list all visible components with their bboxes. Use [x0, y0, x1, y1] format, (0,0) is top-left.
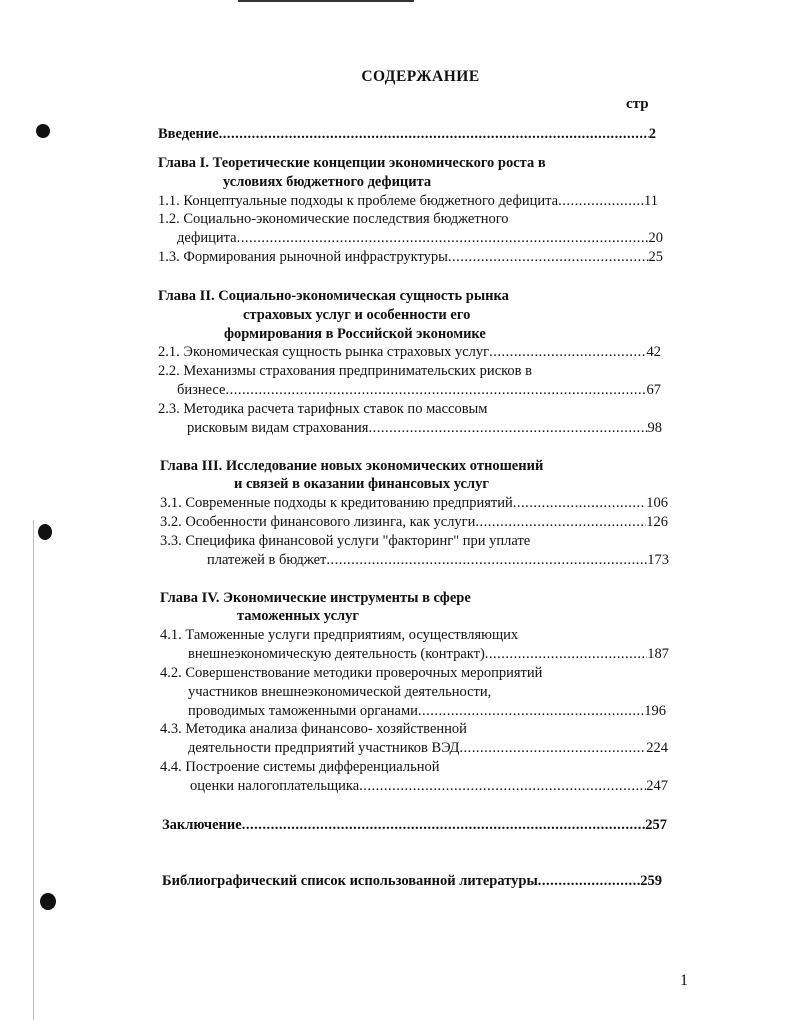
toc-entry-page: 42	[646, 344, 661, 360]
page-column-label: стр	[626, 96, 649, 112]
toc-entry-label: оценки налогоплательщика	[190, 778, 360, 794]
toc-entry-page: 173	[647, 552, 669, 568]
toc-entry-label: Заключение	[162, 817, 242, 833]
leader-dots	[475, 513, 646, 531]
leader-dots	[448, 248, 649, 266]
hole-punch-mark-top	[36, 124, 50, 138]
toc-entry-bibliography[interactable]	[162, 872, 662, 890]
toc-entry-label: Библиографический список использованной литературы	[162, 873, 538, 889]
toc-entry-2-3[interactable]	[187, 419, 662, 437]
toc-entry-label: 2.1. Экономическая сущность рынка страховых услуг	[158, 344, 490, 360]
toc-entry-label: деятельности предприятий участников ВЭД	[188, 740, 460, 756]
leader-dots	[237, 229, 649, 247]
toc-entry-4-2-line2: участников внешнеэкономической деятельности,	[188, 684, 492, 700]
page-number: 1	[680, 972, 688, 989]
toc-entry-4-2-line1[interactable]: 4.2. Совершенствование методики проверочных мероприятий	[160, 665, 543, 681]
chapter-heading-4-cont: таможенных услуг	[237, 608, 359, 624]
toc-entry-page: 259	[640, 873, 662, 889]
toc-entry-page: 98	[647, 420, 662, 436]
toc-entry-4-3-line1[interactable]: 4.3. Методика анализа финансово- хозяйственной	[160, 721, 467, 737]
chapter-heading-2-cont: страховых услуг и особенности его	[243, 307, 471, 323]
leader-dots	[326, 551, 647, 569]
toc-entry-label: внешнеэкономическую деятельность (контракт)	[188, 646, 485, 662]
toc-entry-page: 25	[648, 249, 663, 265]
toc-entry-2-2-line1[interactable]: 2.2. Механизмы страхования предпринимательских рисков в	[158, 363, 533, 379]
chapter-heading-4[interactable]: Глава IV. Экономические инструменты в сфере	[160, 590, 471, 606]
toc-entry-1-1[interactable]	[158, 192, 658, 210]
toc-entry-2-3-line1[interactable]: 2.3. Методика расчета тарифных ставок по массовым	[158, 401, 488, 417]
toc-entry-conclusion[interactable]	[162, 816, 667, 834]
toc-entry-label: Введение	[158, 126, 219, 142]
chapter-heading-1[interactable]: Глава I. Теоретические концепции экономического роста в	[158, 155, 546, 171]
toc-entry-page: 20	[648, 230, 663, 246]
page-title: СОДЕРЖАНИЕ	[361, 68, 480, 85]
toc-entry-4-1[interactable]	[188, 645, 669, 663]
hole-punch-mark-middle	[38, 524, 52, 540]
toc-entry-1-3[interactable]	[158, 248, 663, 266]
toc-entry-3-3[interactable]	[207, 551, 669, 569]
toc-entry-label: 3.2. Особенности финансового лизинга, как услуги	[160, 514, 476, 530]
toc-entry-label: 1.3. Формирования рыночной инфраструктуры	[158, 249, 448, 265]
toc-entry-3-1[interactable]	[160, 494, 668, 512]
toc-entry-label: 3.1. Современные подходы к кредитованию предприятий	[160, 495, 513, 511]
leader-dots	[418, 702, 644, 720]
toc-entry-page: 2	[648, 126, 656, 142]
toc-entry-page: 187	[647, 646, 669, 662]
toc-entry-label: проводимых таможенными органами	[188, 703, 418, 719]
toc-entry-2-2[interactable]	[177, 381, 661, 399]
leader-dots	[219, 125, 649, 143]
chapter-heading-1-cont: условиях бюджетного дефицита	[223, 174, 432, 190]
chapter-heading-3[interactable]: Глава III. Исследование новых экономических отношений	[160, 458, 544, 474]
leader-dots	[368, 419, 647, 437]
toc-entry-page: 247	[646, 778, 668, 794]
toc-entry-label: 1.1. Концептуальные подходы к проблеме бюджетного дефицита	[158, 193, 559, 209]
leader-dots	[359, 777, 646, 795]
toc-entry-3-2[interactable]	[160, 513, 668, 531]
hole-punch-mark-bottom	[40, 893, 56, 910]
toc-entry-4-4[interactable]	[190, 777, 668, 795]
chapter-heading-3-cont: и связей в оказании финансовых услуг	[234, 476, 489, 492]
toc-entry-page: 196	[644, 703, 666, 719]
leader-dots	[242, 816, 646, 834]
toc-entry-2-1[interactable]	[158, 343, 661, 361]
leader-dots	[513, 494, 647, 512]
chapter-heading-2-cont2: формирования в Российской экономике	[224, 326, 486, 342]
leader-dots	[459, 739, 646, 757]
toc-entry-introduction[interactable]	[158, 125, 656, 143]
toc-entry-label: рисковым видам страхования	[187, 420, 369, 436]
toc-entry-4-3[interactable]	[188, 739, 668, 757]
chapter-heading-2[interactable]: Глава II. Социально-экономическая сущность рынка	[158, 288, 509, 304]
toc-entry-label: платежей в бюджет	[207, 552, 327, 568]
toc-entry-page: 106	[646, 495, 668, 511]
leader-dots	[489, 343, 646, 361]
toc-entry-page: 67	[646, 382, 661, 398]
toc-entry-page: 126	[646, 514, 668, 530]
toc-entry-label: дефицита	[177, 230, 237, 246]
toc-entry-page: 11	[644, 193, 658, 209]
toc-entry-page: 257	[645, 817, 667, 833]
leader-dots	[485, 645, 647, 663]
toc-entry-page: 224	[646, 740, 668, 756]
left-scan-rule	[33, 520, 34, 1020]
leader-dots	[538, 872, 640, 890]
toc-entry-3-3-line1[interactable]: 3.3. Специфика финансовой услуги "факторинг" при уплате	[160, 533, 531, 549]
toc-entry-4-2[interactable]	[188, 702, 666, 720]
toc-entry-1-2[interactable]	[177, 229, 663, 247]
toc-entry-1-2-line1[interactable]: 1.2. Социально-экономические последствия бюджетного	[158, 211, 509, 227]
top-scan-rule	[238, 0, 414, 2]
leader-dots	[558, 192, 644, 210]
toc-entry-4-4-line1[interactable]: 4.4. Построение системы дифференциальной	[160, 759, 440, 775]
leader-dots	[225, 381, 646, 399]
toc-entry-4-1-line1[interactable]: 4.1. Таможенные услуги предприятиям, осуществляющих	[160, 627, 519, 643]
toc-entry-label: бизнесе	[177, 382, 226, 398]
